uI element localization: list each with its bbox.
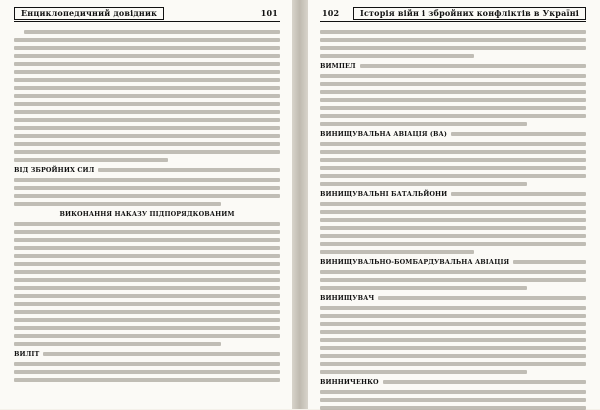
entry-heading: ВІД ЗБРОЙНИХ СИЛ bbox=[14, 166, 280, 174]
right-header-title: Історія війн і збройних конфліктів в Україні bbox=[353, 7, 586, 20]
entry-heading: ВИНИЩУВАЧ bbox=[320, 294, 586, 302]
entry-heading: ВИМПЕЛ bbox=[320, 62, 586, 70]
left-page-header bbox=[14, 4, 280, 22]
left-text-block bbox=[14, 30, 280, 382]
right-text-block bbox=[320, 30, 586, 410]
book-gutter bbox=[292, 0, 308, 409]
right-page-number: 102 bbox=[322, 8, 340, 18]
left-header-title: Енциклопедичний довідник bbox=[14, 7, 164, 20]
entry-heading: ВИНИЩУВАЛЬНІ БАТАЛЬЙОНИ bbox=[320, 190, 586, 198]
right-page bbox=[308, 0, 600, 409]
left-page-number: 101 bbox=[260, 8, 278, 18]
entry-heading: ВИННИЧЕНКО bbox=[320, 378, 586, 386]
entry-heading: ВИНИЩУВАЛЬНА АВІАЦІЯ (ВА) bbox=[320, 130, 586, 138]
left-page bbox=[0, 0, 292, 409]
entry-heading: ВИКОНАННЯ НАКАЗУ ПІДПОРЯДКОВАНИМ bbox=[59, 210, 235, 218]
right-page-header bbox=[320, 4, 586, 22]
entry-heading: ВИНИЩУВАЛЬНО-БОМБАРДУВАЛЬНА АВІАЦІЯ bbox=[320, 258, 586, 266]
entry-heading: ВИЛІТ bbox=[14, 350, 280, 358]
